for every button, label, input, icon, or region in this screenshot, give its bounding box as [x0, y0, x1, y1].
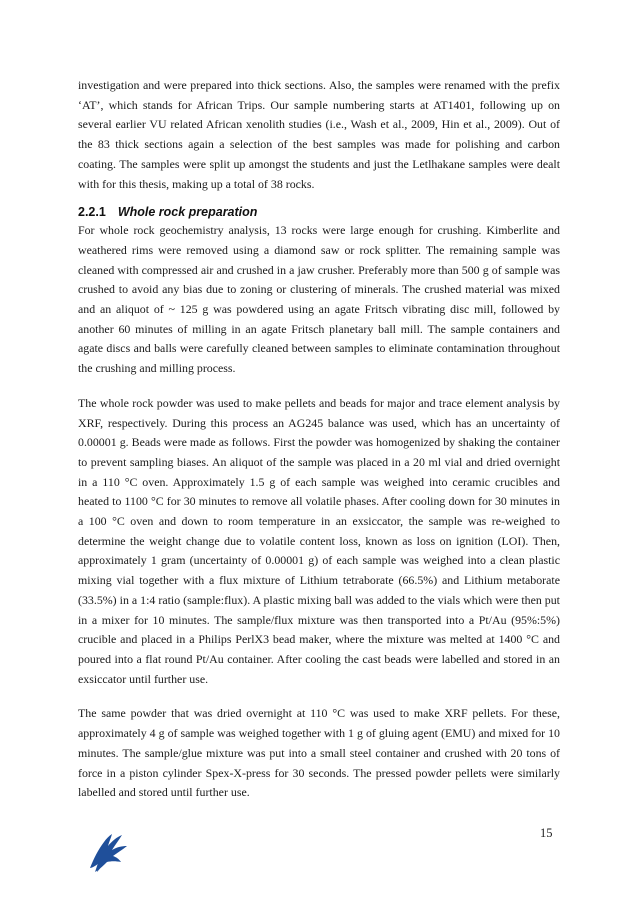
- paragraph-spacer: [78, 379, 560, 394]
- griffin-logo-icon: [84, 828, 130, 876]
- document-body: [78, 76, 560, 803]
- paragraph-xrf-pellets: The same powder that was dried overnight at 110 °C was used to make XRF pellets. For these, approximately 4 g of sample was weighed together with 1 g of gluing agent (EMU) and mixed for 10 minutes. The sample/glue mixture was put into a small steel container and crushed with 20 tons of force in a piston cylinder Spex-X-press for 30 seconds. The pressed powder pellets were similarly labelled and stored until further use.: [78, 706, 560, 800]
- paragraph-sample-renaming: investigation and were prepared into thick sections. Also, the samples were renamed with the prefix ‘AT’, which stands for African Trips. Our sample numbering starts at AT1401, following up on several earlier VU related African xenolith studies (i.e., Wash et al., 2009, Hin et al., 2009). Out of the 83 thick sections again a selection of the best samples was made for polishing and carbon coating. The samples were split up amongst the students and just the Letlhakane samples were dealt with for this thesis, making up a total of 38 rocks.: [78, 78, 560, 191]
- paragraph-spacer: [78, 689, 560, 704]
- section-heading: [78, 204, 560, 221]
- section-title: Whole rock preparation: [117, 205, 258, 220]
- paragraph-xrf-beads: The whole rock powder was used to make pellets and beads for major and trace element analysis by XRF, respectively. During this process an AG245 balance was used, which has an uncertainty of 0.00001 g. Beads were made as follows. First the powder was homogenized by shaking the container to prevent sampling biases. An aliquot of the sample was placed in a 20 ml vial and dried overnight in a 110 °C oven. Approximately 1.5 g of each sample was weighed into ceramic crucibles and heated to 1100 °C for 30 minutes to remove all volatile phases. After cooling down for 30 minutes in a 100 °C oven and down to room temperature in an exsiccator, the sample was re-weighed to determine the weight change due to volatile content loss, known as loss on ignition (LOI). Then, approximately 1 gram (uncertainty of 0.00001 g) of each sample was weighed into a clean plastic mixing vial together with a flux mixture of Lithium tetraborate (66.5%) and Lithium metaborate (33.5%) in a 1:4 ratio (sample:flux). A plastic mixing ball was added to the vials which were then put in a mixer for 10 minutes. The sample/flux mixture was then transported into a Pt/Au (95%:5%) crucible and placed in a Philips PerlX3 bead maker, where the mixture was melted at 1400 °C and poured into a flat round Pt/Au container. After cooling the cast beads were labelled and stored in an exsiccator until further use.: [78, 395, 560, 686]
- section-number: 2.2.1: [78, 205, 106, 220]
- paragraph-whole-rock-crushing: For whole rock geochemistry analysis, 13 rocks were large enough for crushing. Kimberlite and weathered rims were removed using a diamond saw or rock splitter. The remaining sample was cleaned with compressed air and crushed in a jaw crusher. Preferably more than 500 g of sample was crushed to avoid any bias due to zoning or clustering of minerals. The crushed material was mixed and an aliquot of ~ 125 g was powdered using an agate Fritsch vibrating disc mill, followed by another 60 minutes of milling in an agate Fritsch planetary ball mill. The sample containers and agate discs and balls were carefully cleaned between samples to eliminate contamination throughout the crushing and milling process.: [78, 223, 560, 376]
- page-number: 15: [540, 826, 553, 840]
